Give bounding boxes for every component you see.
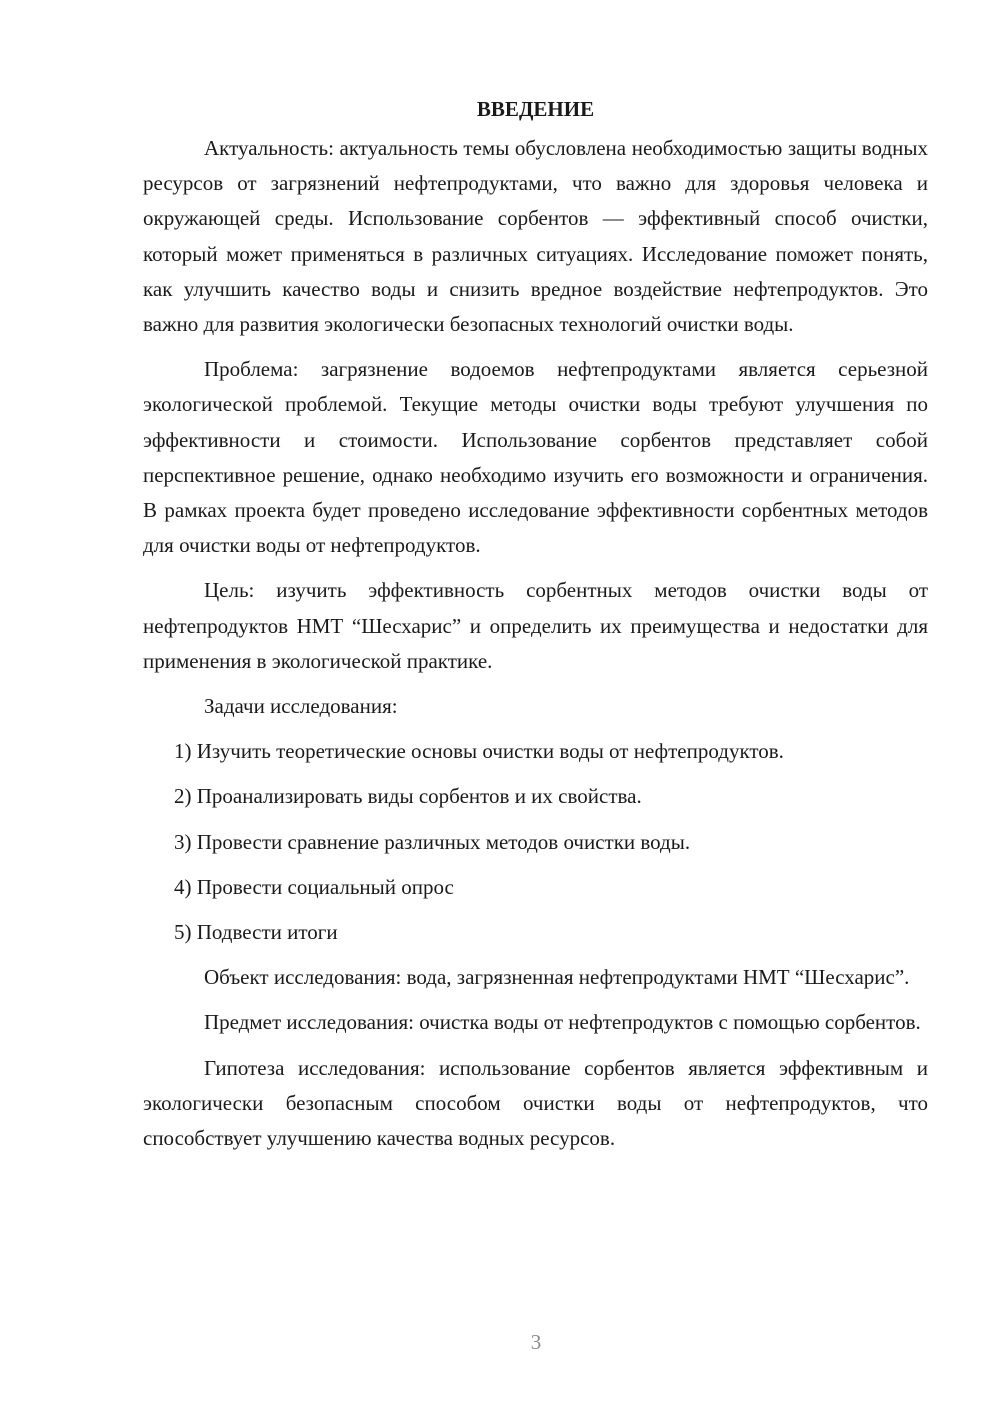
document-page	[143, 92, 928, 1166]
tasks-heading: Задачи исследования:	[204, 694, 398, 719]
relevance-paragraph: Актуальность: актуальность темы обусловлена необходимостью защиты водных ресурсов от загрязнений нефтепродуктами, что важно для здоровья человека и окружающей среды. Использование сорбентов — эффективный способ очистки, который может применяться в различных ситуациях. Исследование поможет понять, как улучшить качество воды и снизить вредное воздействие нефтепродуктов. Это важно для развития экологически безопасных технологий очистки воды.	[143, 136, 928, 337]
subject-paragraph: Предмет исследования: очистка воды от нефтепродуктов с помощью сорбентов.	[204, 1010, 921, 1035]
task-item-1: 1) Изучить теоретические основы очистки воды от нефтепродуктов.	[174, 739, 784, 764]
goal-paragraph: Цель: изучить эффективность сорбентных методов очистки воды от нефтепродуктов НМТ “Шесхарис” и определить их преимущества и недостатки для применения в экологической практике.	[143, 578, 928, 673]
task-item-3: 3) Провести сравнение различных методов очистки воды.	[174, 829, 691, 854]
page-number: 3	[530, 1330, 542, 1354]
task-item-4: 4) Провести социальный опрос	[174, 874, 454, 899]
task-item-5: 5) Подвести итоги	[174, 920, 338, 945]
task-item-2: 2) Проанализировать виды сорбентов и их свойства.	[174, 784, 642, 809]
problem-paragraph: Проблема: загрязнение водоемов нефтепродуктами является серьезной экологической проблемой. Текущие методы очистки воды требуют улучшения по эффективности и стоимости. Использование сорбентов представляет собой перспективное решение, однако необходимо изучить его возможности и ограничения. В рамках проекта будет проведено исследование эффективности сорбентных методов для очистки воды от нефтепродуктов.	[143, 357, 928, 558]
tasks-list	[143, 734, 928, 950]
object-paragraph: Объект исследования: вода, загрязненная нефтепродуктами НМТ “Шесхарис”.	[204, 965, 910, 990]
hypothesis-paragraph: Гипотеза исследования: использование сорбентов является эффективным и экологически безопасным способом очистки воды от нефтепродуктов, что способствует улучшению качества водных ресурсов.	[143, 1055, 928, 1151]
section-title: ВВЕДЕНИЕ	[476, 97, 595, 121]
